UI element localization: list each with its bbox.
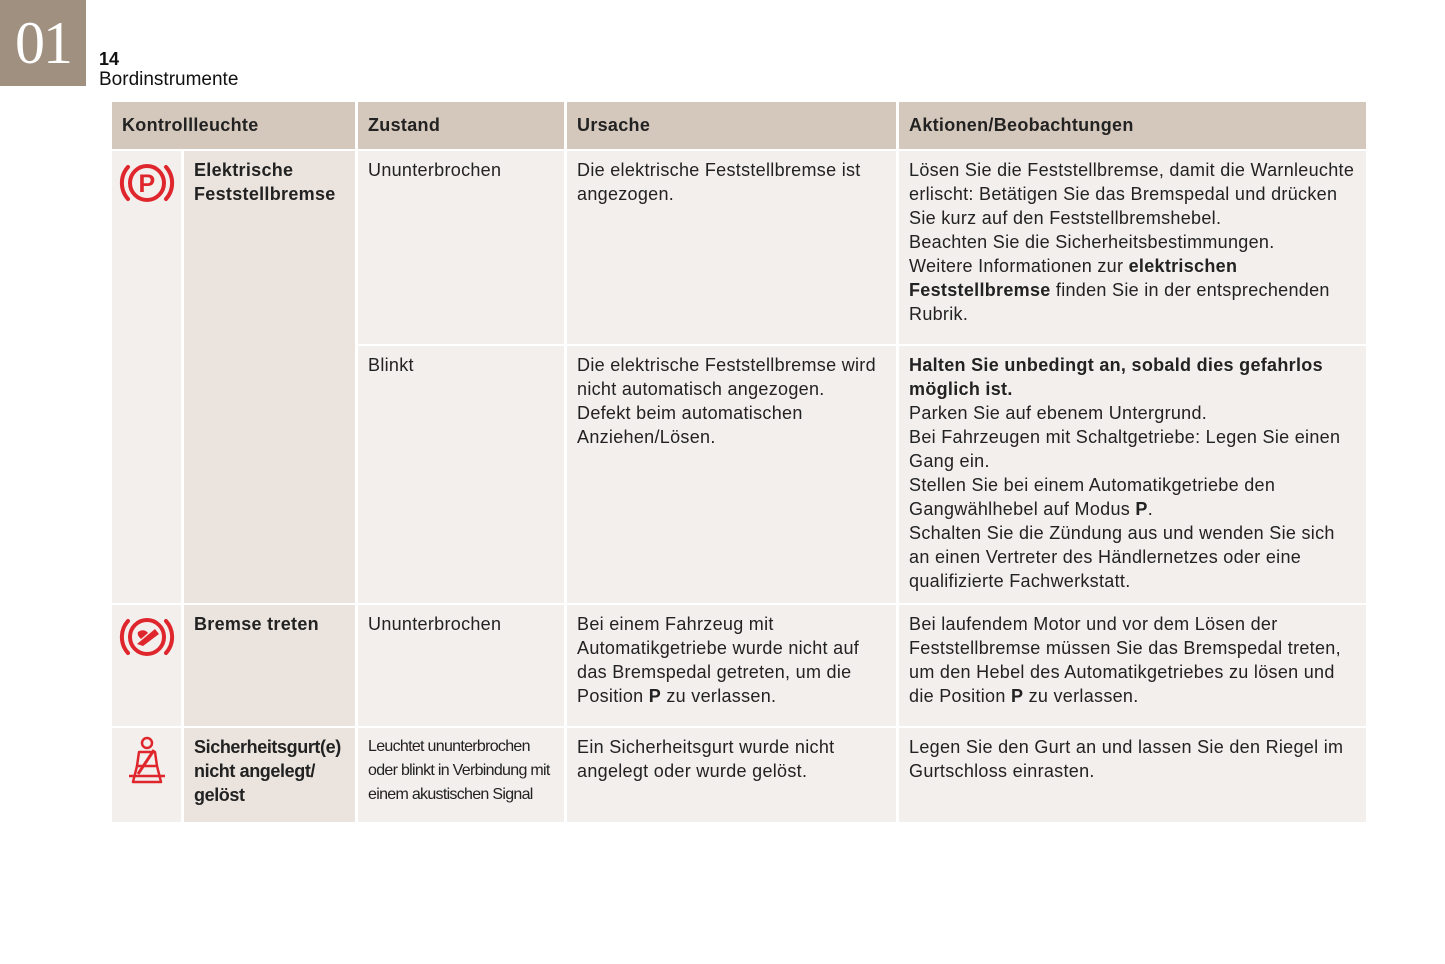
cause-text-bold: P (648, 686, 662, 706)
cause-cell (567, 346, 896, 603)
cause-text-part: zu verlassen. (661, 686, 777, 706)
light-name-line: Sicherheitsgurt(e) (194, 737, 341, 757)
action-text: Beachten Sie die Sicherheitsbestimmungen. (909, 232, 1275, 252)
state-cell: Ununterbrochen (358, 151, 564, 344)
seatbelt-icon (125, 736, 169, 786)
action-cell: Legen Sie den Gurt an und lassen Sie den Riegel im Gurtschloss einrasten. (899, 728, 1366, 822)
foot-on-brake-icon (117, 613, 177, 661)
light-name-line: nicht angelegt/ (194, 761, 316, 781)
header-kontrollleuchte: Kontrollleuchte (112, 102, 355, 149)
action-text: Parken Sie auf ebenem Untergrund. (909, 403, 1208, 423)
cause-cell: Ein Sicherheitsgurt wurde nicht angelegt oder wurde gelöst. (567, 728, 896, 822)
action-text (909, 473, 1356, 521)
table-row (112, 605, 1366, 726)
table-row (112, 151, 1366, 344)
state-cell: Leuchtet ununterbrochen oder blinkt in Verbindung mit einem akustischen Signal (358, 728, 564, 822)
action-text-part: Weitere Informationen zur (909, 256, 1129, 276)
action-text-part: Bei laufendem Motor und vor dem Lösen der Feststellbremse müssen Sie das Bremspedal treten, um den Hebel des Automatikgetriebes zu lösen und die Position (909, 614, 1341, 706)
action-text-bold: P (1010, 686, 1024, 706)
seatbelt-icon-cell (112, 728, 181, 822)
light-name-seatbelt (184, 728, 355, 822)
table-row (112, 728, 1366, 822)
cause-cell (567, 605, 896, 726)
section-title: Bordinstrumente (99, 69, 239, 90)
action-cell (899, 605, 1366, 726)
action-text-bold: P (1135, 499, 1148, 519)
page-number: 14 (99, 49, 120, 69)
parking-brake-icon (117, 159, 177, 207)
action-cell (899, 346, 1366, 603)
header-zustand: Zustand (358, 102, 564, 149)
action-text-part: Stellen Sie bei einem Automatikgetriebe den Gangwählhebel auf Modus (909, 475, 1276, 519)
parking-brake-icon-cell (112, 151, 181, 603)
light-name-line: Elektrische (194, 160, 294, 180)
action-text (909, 254, 1356, 326)
action-text: Schalten Sie die Zündung aus und wenden Sie sich an einen Vertreter des Händlernetzes oder eine qualifizierte Fachwerkstatt. (909, 523, 1335, 591)
action-text-bold: elektrischen Feststellbremse (909, 256, 1238, 300)
cause-cell: Die elektrische Feststellbremse ist angezogen. (567, 151, 896, 344)
action-text-part: . (1147, 499, 1153, 519)
action-text: Lösen Sie die Feststellbremse, damit die Warnleuchte erlischt: Betätigen Sie das Bremspedal und drücken Sie kurz auf den Feststellbremshebel. (909, 160, 1355, 228)
action-text: Bei Fahrzeugen mit Schaltgetriebe: Legen Sie einen Gang ein. (909, 427, 1341, 471)
action-text-bold: Halten Sie unbedingt an, sobald dies gefahrlos möglich ist. (909, 355, 1323, 399)
warning-light-table (109, 100, 1369, 824)
light-name-parking-brake (184, 151, 355, 603)
state-cell: Blinkt (358, 346, 564, 603)
brake-pedal-icon-cell (112, 605, 181, 726)
action-text-part: finden Sie in der entsprechenden Rubrik. (909, 280, 1330, 324)
state-cell: Ununterbrochen (358, 605, 564, 726)
light-name-line: Feststellbremse (194, 184, 336, 204)
header-aktionen: Aktionen/Beobachtungen (899, 102, 1366, 149)
cause-text-part: Bei einem Fahrzeug mit Automatikgetriebe wurde nicht auf das Bremspedal getreten, um die Position (577, 614, 860, 706)
header-ursache: Ursache (567, 102, 896, 149)
action-cell (899, 151, 1366, 344)
cause-text: Defekt beim automatischen Anziehen/Lösen. (577, 403, 803, 447)
action-text-part: zu verlassen. (1023, 686, 1139, 706)
light-name-line: gelöst (194, 785, 245, 805)
svg-text:P: P (138, 170, 155, 198)
table-header-row (112, 102, 1366, 149)
light-name-brake-pedal: Bremse treten (184, 605, 355, 726)
cause-text: Die elektrische Feststellbremse wird nicht automatisch angezogen. (577, 355, 876, 399)
chapter-number: 01 (0, 0, 86, 86)
